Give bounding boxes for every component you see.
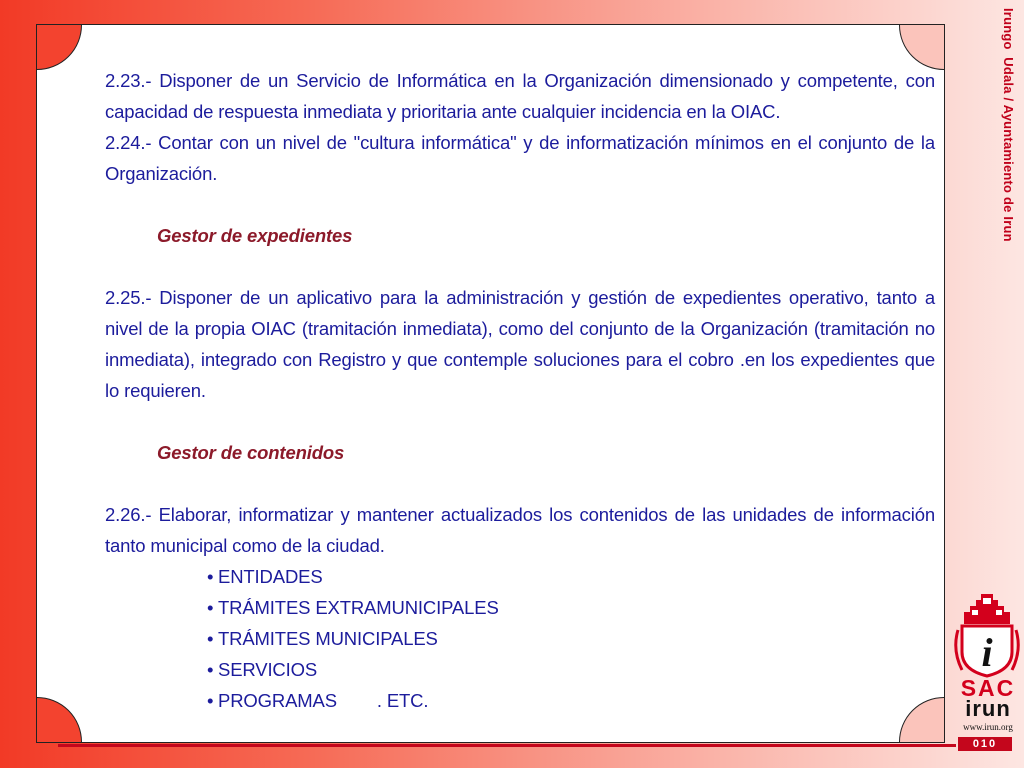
logo-sac-text: SAC [960,675,1016,701]
list-item: • SERVICIOS [207,654,935,685]
heading-gestor-contenidos: Gestor de contenidos [157,442,345,463]
footer-rule [58,744,956,747]
bullet-icon: • [207,597,214,618]
bullet-icon: • [207,690,214,711]
paragraph-2-24: 2.24.- Contar con un nivel de "cultura informática" y de informatización mínimos en el conjunto de la Organización. [105,132,935,184]
bullet-icon: • [207,659,214,680]
list-item: • PROGRAMAS . ETC. [207,685,935,716]
bullet-icon: • [207,628,214,649]
page-number: 010 [958,737,1012,751]
list-item: • TRÁMITES MUNICIPALES [207,623,935,654]
content-panel [36,24,945,743]
vertical-org-title: Irungo Udala / Ayuntamiento de Irun [1001,8,1016,242]
list-item: • ENTIDADES [207,561,935,592]
paragraph-2-25: 2.25.- Disponer de un aplicativo para la administración y gestión de expedientes operativo, tanto a nivel de la propia OIAC (tramitación inmediata), como del conjunto de la Organización (tramitación no inmediata), integrado con Registro y que contemple soluciones para el cobro .en los expedientes que lo requieren. [105,287,935,401]
slide-text [105,65,935,716]
bullet-list [105,561,935,716]
logo-info-letter: i [981,630,993,675]
logo-irun-text: irun [965,696,1011,721]
paragraph-2-26: 2.26.- Elaborar, informatizar y mantener actualizados los contenidos de las unidades de información tanto municipal como de la ciudad. [105,504,935,556]
logo-url-text: www.irun.org [963,722,1013,732]
heading-gestor-expedientes: Gestor de expedientes [157,225,353,246]
corner-notch-top-right [899,24,945,70]
bullet-icon: • [207,566,214,587]
paragraph-2-23: 2.23.- Disponer de un Servicio de Informática en la Organización dimensionado y competente, con capacidad de respuesta inmediata y prioritaria ante cualquier incidencia en la OIAC. [105,70,935,122]
corner-notch-top-left [36,24,82,70]
list-item: • TRÁMITES EXTRAMUNICIPALES [207,592,935,623]
corner-notch-bottom-left [36,697,82,743]
